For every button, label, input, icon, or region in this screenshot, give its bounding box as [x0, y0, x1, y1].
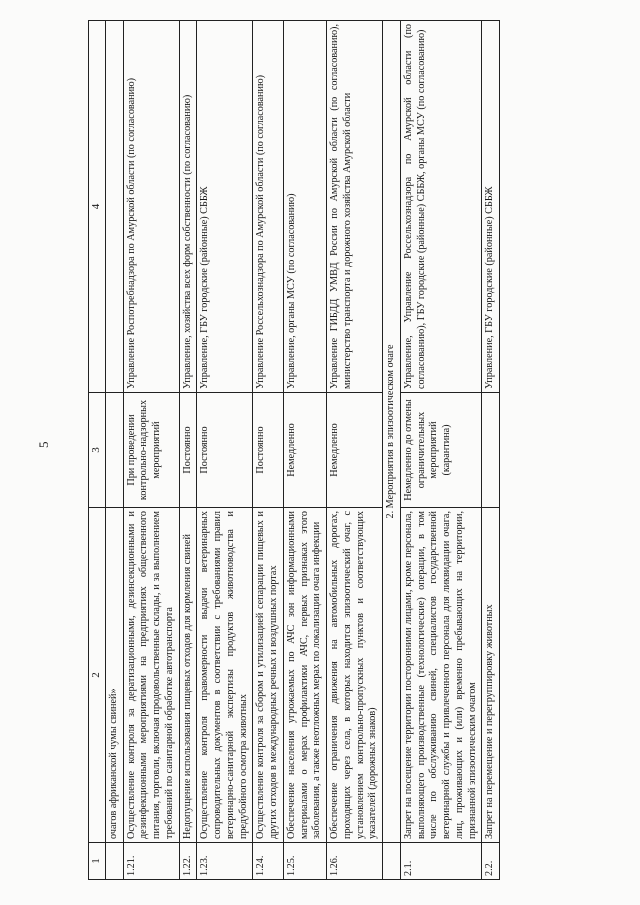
table-header-row	[89, 21, 106, 880]
row-responsible: Управление, хозяйства всех форм собственности (по согласованию)	[179, 21, 197, 393]
row-term: Постоянно	[179, 393, 197, 508]
table-row	[123, 21, 179, 880]
header-col-4: 4	[89, 21, 106, 393]
row-responsible: Управление, органы МСУ (по согласованию)	[283, 21, 326, 393]
table-row	[253, 21, 284, 880]
section-title: 2. Мероприятия в эпизоотическом очаге	[383, 21, 401, 843]
row-measure: Осуществление контроля правомерности выдачи ветеринарных сопроводительных документов в соответствии с требованиями правил ветеринарно-санитарной экспертизы продуктов животноводства и предубойного осмотра животных	[197, 508, 253, 843]
table-row	[327, 21, 383, 880]
row-number: 1.21.	[123, 843, 179, 880]
row-term: Постоянно	[197, 393, 253, 508]
row-number: 1.26.	[327, 843, 383, 880]
page-number: 5	[36, 441, 51, 448]
header-col-1: 1	[89, 843, 106, 880]
row-term: Немедленно до отмены ограничительных мероприятий (карантина)	[400, 393, 482, 508]
row-number: 1.23.	[197, 843, 253, 880]
table-row	[105, 21, 123, 880]
section-spacer	[383, 843, 401, 880]
row-responsible	[105, 21, 123, 393]
row-measure: Недопущение использования пищевых отходов для кормления свиней	[179, 508, 197, 843]
row-responsible: Управление Роспотребнадзора по Амурской области (по согласованию)	[123, 21, 179, 393]
row-measure: Обеспечение населения угрожаемых по АЧС зон информационными материалами о мерах профилактики АЧС, первых признаках этого заболевания, а также неотложных мерах по локализации очага инфекции	[283, 508, 326, 843]
row-responsible: Управление, ГБУ городские (районные) СББЖ	[197, 21, 253, 393]
row-measure: Осуществление контроля за дератизационными, дезинсекционными и дезинфекционными мероприятиями на предприятиях общественного питания, торговли, включая продовольственные склады, и за выполнением требований по санитарной обработке автотранспорта	[123, 508, 179, 843]
table-row	[197, 21, 253, 880]
table-row	[482, 21, 500, 880]
row-responsible: Управление, Управление Россельхознадзора по Амурской области (по согласованию), ГБУ городские (районные) СББЖ, органы МСУ (по согласованию)	[400, 21, 482, 393]
row-number	[105, 843, 123, 880]
row-responsible: Управление, ГБУ городские (районные) СББЖ	[482, 21, 500, 393]
row-measure: Запрет на посещение территории посторонними лицами, кроме персонала, выполняющего производственные (технологические) операции, в том числе по обслуживанию свиней, специалистов государственной ветеринарной службы и привлеченного персонала для ликвидации очага, лиц, проживающих и (или) временно пребывающих на территории, признанной эпизоотическим очагом	[400, 508, 482, 843]
row-responsible: Управление Россельхознадзора по Амурской области (по согласованию)	[253, 21, 284, 393]
table-row	[400, 21, 482, 880]
row-measure: Обеспечение ограничения движения на автомобильных дорогах, проходящих через села, в которых находится эпизоотический очаг, с установлением контрольно-пропускных пунктов и соответствующих указателей (дорожных знаков)	[327, 508, 383, 843]
header-col-3: 3	[89, 393, 106, 508]
row-term: Постоянно	[253, 393, 284, 508]
row-number: 1.25.	[283, 843, 326, 880]
row-responsible: Управление ГИБДД УМВД России по Амурской области (по согласованию), министерство транспорта и дорожного хозяйства Амурской области	[327, 21, 383, 393]
row-term: Немедленно	[283, 393, 326, 508]
row-term	[482, 393, 500, 508]
section-header-row	[383, 21, 401, 880]
row-term	[105, 393, 123, 508]
table-row	[179, 21, 197, 880]
table-row	[283, 21, 326, 880]
row-term: При проведении контрольно-надзорных мероприятий	[123, 393, 179, 508]
row-measure: Запрет на перемещение и перегруппировку животных	[482, 508, 500, 843]
measures-table	[88, 20, 500, 880]
row-number: 1.24.	[253, 843, 284, 880]
row-number: 1.22.	[179, 843, 197, 880]
row-measure: Осуществление контроля за сбором и утилизацией сепарации пищевых и других отходов в международных речных и воздушных портах	[253, 508, 284, 843]
row-measure: очагов африканской чумы свиней»	[105, 508, 123, 843]
row-number: 2.2.	[482, 843, 500, 880]
header-col-2: 2	[89, 508, 106, 843]
rotated-table-container	[88, 20, 598, 880]
row-term: Немедленно	[327, 393, 383, 508]
row-number: 2.1.	[400, 843, 482, 880]
